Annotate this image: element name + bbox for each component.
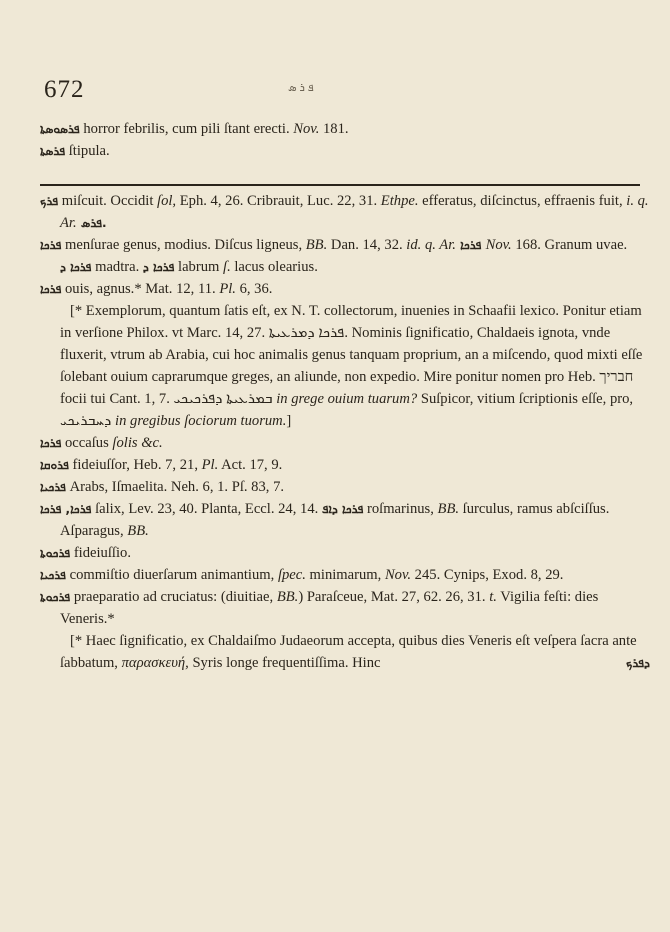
footnote-text: Suſpicor, vitium ſcriptionis eſſe, pro, ܕܚܒܪܝܟܝ: [60, 391, 634, 429]
entry-text: 168. Granum uvae.: [511, 237, 628, 253]
entry-italic: Ethpe.: [380, 193, 419, 209]
main-entries: [40, 190, 650, 674]
entry-text: lacus olearius.: [230, 259, 318, 275]
syriac-headword: ܦܪܟ: [40, 194, 59, 208]
entry-italic: ſolis &c.: [112, 435, 163, 451]
entry-text: fideiuſſor, Heb. 7, 21,: [72, 457, 202, 473]
entry-italic: id. q. Ar.: [406, 237, 456, 253]
entry-text: ouis, agnus.* Mat. 12, 11.: [65, 281, 220, 297]
entry-text: fideiuſſio.: [73, 545, 131, 561]
entry-text: minimarum,: [305, 567, 385, 583]
entry-italic: ſol,: [157, 193, 177, 209]
lexicon-entry: [40, 564, 650, 586]
lexicon-entry: [40, 234, 650, 278]
entry-text: efferatus, diſcinctus, effraenis fuit,: [418, 193, 627, 209]
entry-text: Arabs, Iſmaelita. Neh. 6, 1. Pſ. 83, 7.: [69, 479, 285, 495]
syriac-headword: ܦܪܟܐ: [40, 282, 62, 296]
entry-text: madtra.: [91, 259, 143, 275]
entry-text: commiſtio diuerſarum animantium,: [69, 567, 278, 583]
entry-italic: Nov.: [384, 567, 412, 583]
footnote: [40, 300, 650, 432]
syriac-headword: ܦܪܟܐ, ܦܪܟܐ: [40, 502, 92, 516]
entry-text: 245. Cynips, Exod. 8, 29.: [411, 567, 564, 583]
footnote-italic: παρασκευή,: [121, 655, 189, 671]
entry-italic: ſ.: [223, 259, 231, 275]
lexicon-entry: [40, 586, 650, 630]
entry-italic: BB.: [276, 589, 299, 605]
lexicon-entry: [40, 278, 650, 300]
page-number: 672: [44, 76, 85, 103]
entry-italic: t.: [489, 589, 497, 605]
running-head: ܦ ܪ ܣ: [288, 82, 314, 94]
lexicon-entry: [40, 432, 650, 454]
lexicon-entry: [40, 454, 650, 476]
footnote-italic: in grege ouium tuarum?: [276, 391, 418, 407]
syriac-headword: ܦܪܟܐ: [40, 436, 62, 450]
section-divider: [40, 184, 640, 186]
entry-italic: ſpec.: [277, 567, 306, 583]
entry-italic: BB.: [127, 523, 149, 539]
footnote-text: [* Exemplorum, quantum ſatis eſt, ex N. T. collectorum, inuenies in Schaafii lexico. Ponitur etiam in verſione Philox. vt Marc. 14, 27. ܦܪܟܐ ܕܡܪܥܝܬܐ. Nominis ſignificatio, Chaldaeis ignota, vnde fluxerit, vtrum ab Arabia, cui hoc animalis genus tanquam proprium, an a miſcendo, quod mixti eſſe ſolebant ouium caprarumque greges, an aliunde, non expedio. Mire ponitur nomen pro Heb. חבריך focii tui Cant. 1, 7. ܒܡܪܥܝܬܐ ܕܦܪܟܝܟܝ: [60, 303, 643, 407]
entry-text: Vigilia feſti: dies Veneris.*: [60, 589, 599, 627]
top-entries: [40, 118, 650, 162]
entry-text: ſalix, Lev. 23, 40. Planta, Eccl. 24, 14.: [95, 501, 322, 517]
entry-text: praeparatio ad cruciatus: (diuitiae,: [73, 589, 277, 605]
syriac-headword: ܦܪܟܝܐ: [40, 480, 66, 494]
entry-text: 6, 36.: [235, 281, 273, 297]
footnote-text: ]: [286, 413, 292, 429]
syriac-headword: ܦܪܘܩܐ: [40, 458, 69, 472]
lexicon-entry: [40, 542, 650, 564]
lexicon-entry: [40, 118, 650, 140]
syriac-headword: ܦܪܣܘܣܬܐ: [40, 122, 80, 136]
entry-italic: Pl.: [201, 457, 219, 473]
entry-text: Act. 17, 9.: [218, 457, 283, 473]
lexicon-entry: [40, 190, 650, 234]
lexicon-entry: [40, 140, 650, 162]
entry-italic: BB.: [305, 237, 328, 253]
entry-italic: Nov.: [485, 237, 512, 253]
entry-text: menſurae genus, modius. Diſcus ligneus,: [65, 237, 306, 253]
entry-text: Dan. 14, 32.: [327, 237, 407, 253]
syriac-headword: ܦܪܟܘܬܐ: [40, 590, 71, 604]
syriac-text: ܦܪܟܐ ܕܐܦ: [321, 502, 364, 516]
entry-italic: Nov.: [293, 121, 320, 137]
syriac-headword: ܦܪܟܐ: [40, 238, 62, 252]
entry-text: occaſus: [65, 435, 113, 451]
entry-text: miſcuit. Occidit: [61, 193, 158, 209]
lexicon-entry: [40, 476, 650, 498]
entry-text: 181.: [319, 121, 349, 137]
syriac-headword: ܦܪܟܘܬܐ: [40, 546, 71, 560]
footnote: [40, 630, 650, 674]
entry-text: ſtipula.: [68, 143, 110, 159]
entry-text: Eph. 4, 26. Cribrauit, Luc. 22, 31.: [176, 193, 381, 209]
catchword: ܕܦܪܟ: [625, 656, 650, 670]
entry-text: ſurculus, ramus abſciſſus. Aſparagus,: [60, 501, 610, 539]
footnote-text: Syris longe frequentiſſima. Hinc: [188, 655, 381, 671]
entry-text: ) Paraſceue, Mat. 27, 62. 26, 31.: [298, 589, 490, 605]
footnote-italic: in gregibus ſociorum tuorum.: [115, 413, 287, 429]
syriac-text: ܦܪܟܐ: [455, 238, 486, 252]
entry-text: horror febrilis, cum pili ſtant erecti.: [83, 121, 294, 137]
syriac-headword: ܦܪܟܝܐ: [40, 568, 66, 582]
entry-text: roſmarinus,: [363, 501, 438, 517]
entry-text: labrum: [174, 259, 224, 275]
entry-italic: BB.: [437, 501, 460, 517]
lexicon-entry: [40, 498, 650, 542]
entry-italic: i. q. Ar.: [60, 193, 649, 231]
syriac-text: ܦܪܣ.: [76, 216, 107, 230]
footnote-text: [* Haec ſignificatio, ex Chaldaiſmo Judaeorum accepta, quibus dies Veneris eſt veſpera ſacra ante ſabbatum,: [60, 633, 637, 671]
entry-italic: Pl.: [219, 281, 236, 297]
syriac-text: ܦܪܟܐ ܕ: [142, 260, 175, 274]
syriac-headword: ܦܪܣܬܐ: [40, 144, 66, 158]
syriac-text: ܦܪܟܐ ܕ: [60, 260, 92, 274]
